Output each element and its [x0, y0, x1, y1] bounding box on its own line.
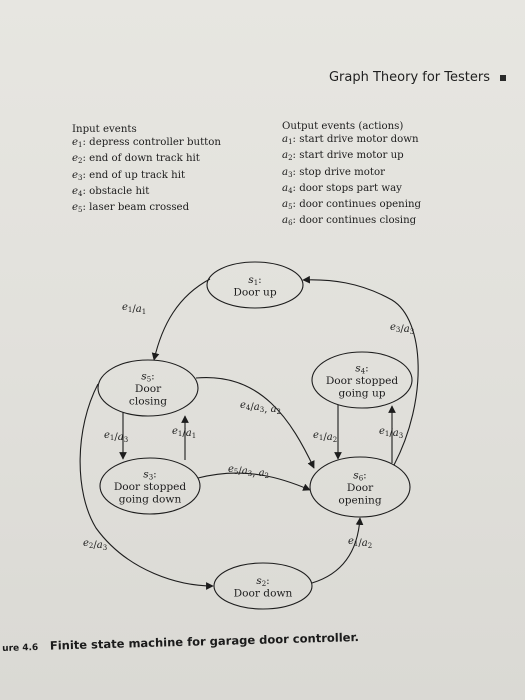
transition-arrow-s5-s6: [196, 378, 314, 468]
transition-label: $e_1/a_2$: [313, 430, 338, 444]
input-event-item: $e_2$: end of down track hit: [72, 153, 200, 166]
transition-label: $e_4/a_3$, $a_2$: [240, 400, 281, 416]
transition-arrow-s2-s6: [312, 518, 360, 583]
state-name: Door stopped: [113, 481, 187, 493]
input-event-item: $e_4$: obstacle hit: [72, 185, 150, 198]
output-event-item: $a_2$: start drive motor up: [282, 150, 404, 163]
state-name: Door: [134, 383, 162, 395]
state-s5: [98, 360, 198, 416]
transition-label: $e_2/a_3$: [83, 538, 108, 552]
state-name: opening: [338, 494, 382, 507]
transition-label: $e_1/a_2$: [348, 536, 373, 550]
transition-label: $e_5/a_3$, $a_2$: [228, 464, 269, 480]
state-s2: [214, 563, 312, 609]
output-event-item: $a_1$: start drive motor down: [282, 134, 419, 147]
transition-arrow-s1-s5: [154, 279, 210, 360]
transition-label: $e_3/a_3$: [390, 322, 415, 336]
state-id: s5:: [141, 370, 155, 384]
output-events-heading: Output events (actions): [282, 121, 404, 132]
running-head: Graph Theory for Testers: [328, 70, 490, 85]
input-event-item: $e_1$: depress controller button: [72, 137, 221, 150]
state-s3: [100, 458, 200, 514]
state-id: s4:: [355, 362, 369, 376]
state-s1: [207, 262, 303, 308]
state-id: s2:: [256, 574, 270, 588]
state-name: going down: [118, 493, 182, 506]
input-event-item: $e_5$: laser beam crossed: [72, 202, 190, 215]
figure-number: ure 4.6: [2, 642, 39, 654]
state-name: Door down: [233, 587, 293, 600]
state-id: s3:: [143, 468, 157, 482]
transition-label: $e_1/a_3$: [104, 430, 129, 444]
transition-label: $e_1/a_1$: [172, 426, 197, 440]
input-events-heading: Input events: [72, 124, 137, 135]
state-name: Door: [346, 482, 374, 494]
state-s6: [310, 457, 410, 517]
output-event-item: $a_3$: stop drive motor: [282, 166, 385, 179]
transition-label: $e_1/a_1$: [122, 302, 147, 316]
state-name: going up: [338, 387, 386, 400]
input-event-item: $e_3$: end of up track hit: [72, 169, 186, 182]
output-event-item: $a_5$: door continues opening: [282, 199, 422, 212]
state-s4: [312, 352, 412, 408]
output-event-item: $a_6$: door continues closing: [282, 215, 417, 228]
state-id: s1:: [248, 273, 262, 287]
output-event-item: $a_4$: door stops part way: [282, 182, 402, 195]
figure-caption-text: Finite state machine for garage door controller.: [49, 630, 360, 653]
state-id: s6:: [353, 469, 367, 483]
state-name: closing: [128, 395, 168, 408]
state-name: Door up: [233, 286, 277, 299]
state-name: Door stopped: [325, 375, 399, 387]
transition-label: $e_1/a_3$: [379, 426, 404, 440]
